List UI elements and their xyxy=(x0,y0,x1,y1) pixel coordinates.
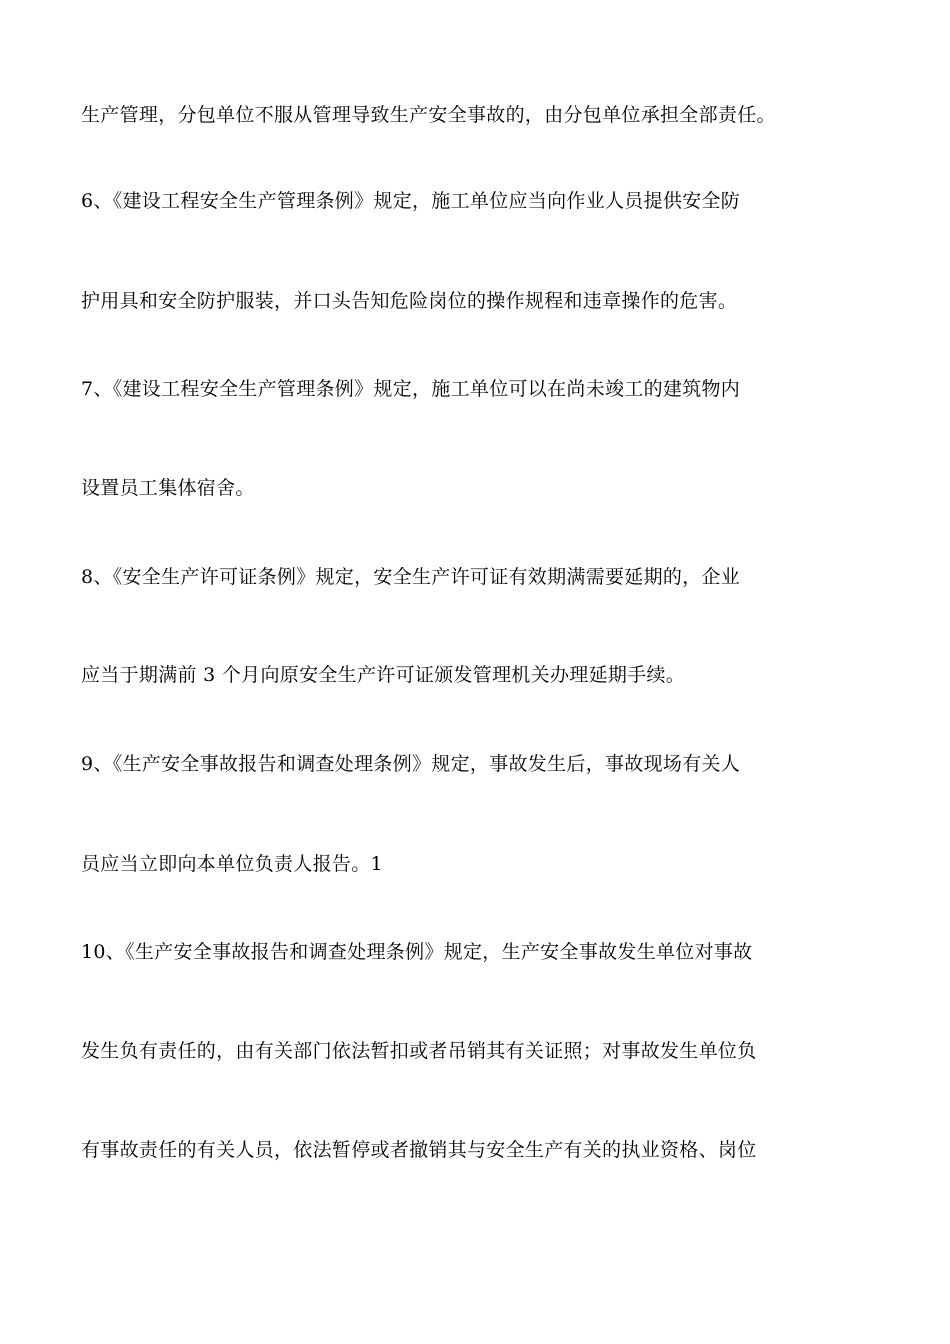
text-line: 发生负有责任的，由有关部门依法暂扣或者吊销其有关证照；对事故发生单位负 xyxy=(81,1040,757,1062)
text-line: 护用具和安全防护服装，并口头告知危险岗位的操作规程和违章操作的危害。 xyxy=(81,290,738,312)
text-line: 应当于期满前 3 个月向原安全生产许可证颁发管理机关办理延期手续。 xyxy=(81,664,686,686)
text-line: 10、《生产安全事故报告和调查处理条例》规定，生产安全事故发生单位对事故 xyxy=(81,941,753,963)
text-line: 设置员工集体宿舍。 xyxy=(81,477,255,499)
text-line: 8、《安全生产许可证条例》规定，安全生产许可证有效期满需要延期的，企业 xyxy=(81,566,741,588)
text-line: 7、《建设工程安全生产管理条例》规定，施工单位可以在尚未竣工的建筑物内 xyxy=(81,378,741,400)
text-line: 有事故责任的有关人员，依法暂停或者撤销其与安全生产有关的执业资格、岗位 xyxy=(81,1139,757,1161)
text-line: 员应当立即向本单位负责人报告。1 xyxy=(81,853,383,875)
text-line: 9、《生产安全事故报告和调查处理条例》规定，事故发生后，事故现场有关人 xyxy=(81,753,741,775)
text-line: 6、《建设工程安全生产管理条例》规定，施工单位应当向作业人员提供安全防 xyxy=(81,190,741,212)
text-line: 生产管理，分包单位不服从管理导致生产安全事故的，由分包单位承担全部责任。 xyxy=(81,104,776,126)
